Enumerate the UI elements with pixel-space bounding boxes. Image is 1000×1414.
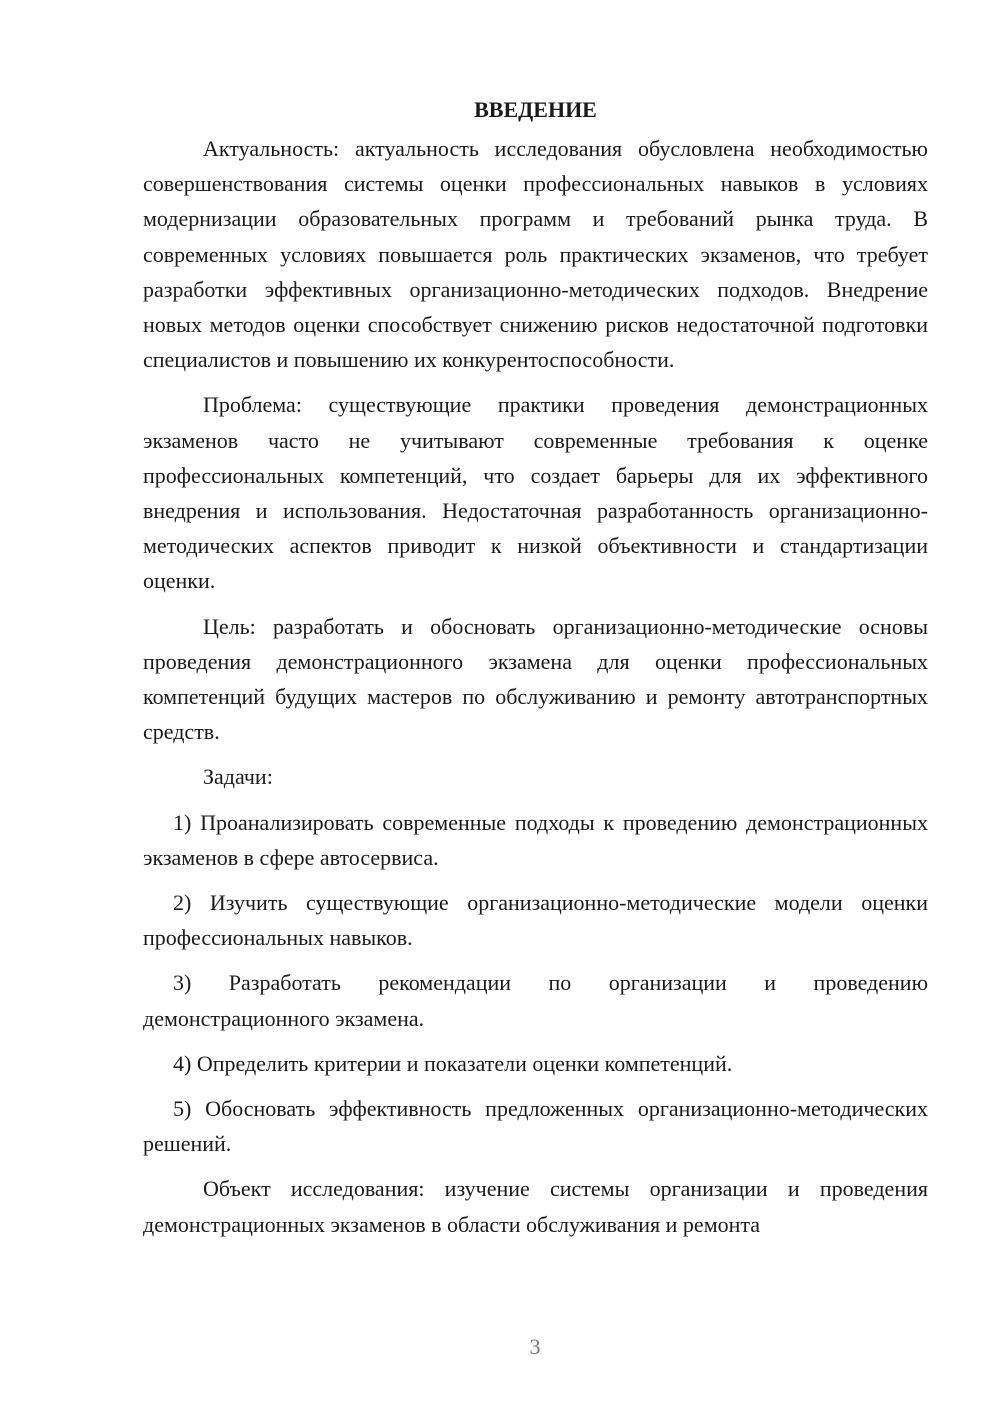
object-paragraph: Объект исследования: изучение системы организации и проведения демонстрационных экзаменов в области обслуживания и ремонта — [143, 1176, 928, 1237]
task-item: 5) Обосновать эффективность предложенных организационно-методических решений. — [143, 1096, 928, 1157]
task-item: 3) Разработать рекомендации по организации и проведению демонстрационного экзамена. — [143, 970, 928, 1031]
relevance-paragraph: Актуальность: актуальность исследования обусловлена необходимостью совершенствования системы оценки профессиональных навыков в условиях модернизации образовательных программ и требований рынка труда. В современных условиях повышается роль практических экзаменов, что требует разработки эффективных организационно-методических подходов. Внедрение новых методов оценки способствует снижению рисков недостаточной подготовки специалистов и повышению их конкурентоспособности. — [143, 136, 928, 373]
tasks-heading: Задачи: — [203, 764, 273, 790]
goal-paragraph: Цель: разработать и обосновать организационно-методические основы проведения демонстрационного экзамена для оценки профессиональных компетенций будущих мастеров по обслуживанию и ремонту автотранспортных средств. — [143, 613, 928, 745]
task-item: 2) Изучить существующие организационно-методические модели оценки профессиональных навыков. — [143, 890, 928, 951]
page-number: 3 — [529, 1334, 541, 1359]
task-item: 1) Проанализировать современные подходы к проведению демонстрационных экзаменов в сфере автосервиса. — [143, 809, 928, 870]
page-content — [143, 92, 928, 1252]
section-title: ВВЕДЕНИЕ — [474, 97, 597, 122]
task-item: 4) Определить критерии и показатели оценки компетенций. — [173, 1050, 733, 1076]
problem-paragraph: Проблема: существующие практики проведения демонстрационных экзаменов часто не учитывают современные требования к оценке профессиональных компетенций, что создает барьеры для их эффективного внедрения и использования. Недостаточная разработанность организационно-методических аспектов приводит к низкой объективности и стандартизации оценки. — [143, 392, 928, 594]
